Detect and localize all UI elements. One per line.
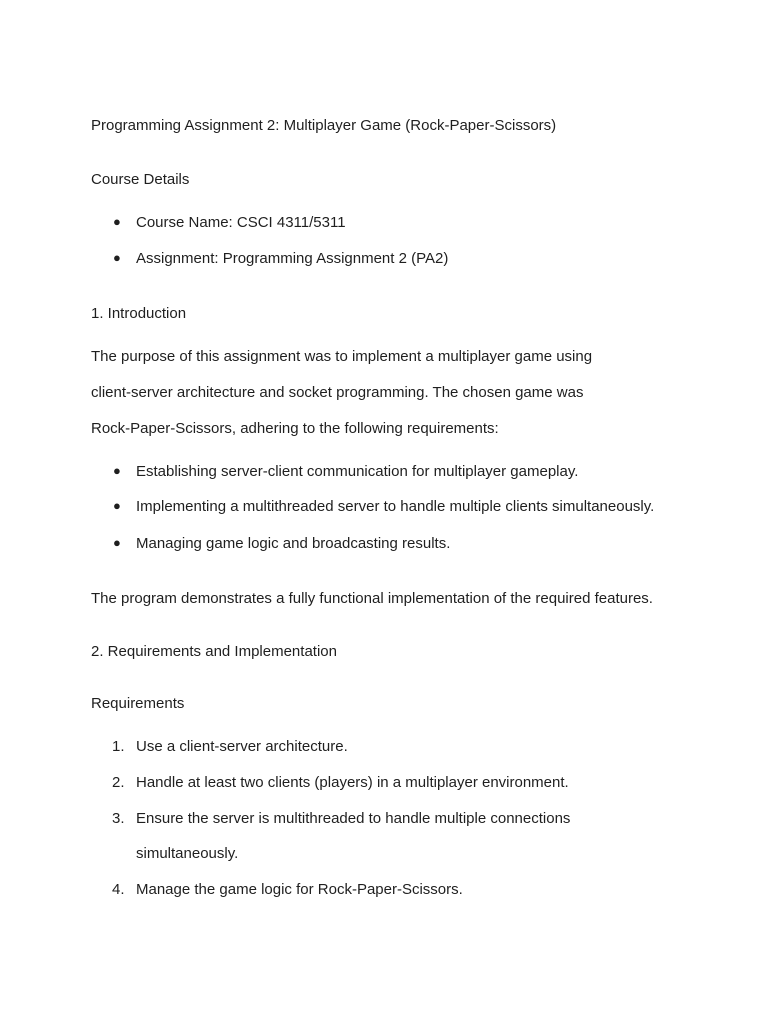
list-item: [112, 463, 578, 481]
list-item: [112, 810, 570, 828]
requirement-text: Handle at least two clients (players) in a multiplayer environment.: [136, 774, 569, 791]
bullet-icon: ●: [113, 535, 121, 550]
intro-paragraph-line: The purpose of this assignment was to implement a multiplayer game using: [91, 348, 593, 365]
intro-requirement-text: Implementing a multithreaded server to handle multiple clients simultaneously.: [136, 498, 655, 515]
list-item: [112, 498, 654, 516]
list-number: 1.: [112, 738, 125, 755]
requirements-section-heading: 2. Requirements and Implementation: [91, 643, 337, 660]
list-item: [112, 738, 348, 756]
intro-paragraph-line: Rock-Paper-Scissors, adhering to the following requirements:: [91, 420, 499, 437]
list-number: 3.: [112, 810, 125, 827]
intro-requirement-text: Establishing server-client communication for multiplayer gameplay.: [136, 463, 579, 480]
list-item: [112, 774, 569, 792]
intro-closing-text: The program demonstrates a fully functional implementation of the required features.: [91, 590, 653, 607]
bullet-icon: ●: [113, 214, 121, 229]
list-item: [112, 214, 346, 232]
document-title: Programming Assignment 2: Multiplayer Game (Rock-Paper-Scissors): [91, 117, 557, 134]
introduction-heading: 1. Introduction: [91, 305, 187, 322]
bullet-icon: ●: [113, 250, 121, 265]
requirement-continuation: simultaneously.: [136, 845, 239, 862]
course-details-heading: Course Details: [91, 171, 190, 188]
list-number: 4.: [112, 881, 125, 898]
requirement-text: Manage the game logic for Rock-Paper-Scissors.: [136, 881, 463, 898]
list-item: [112, 250, 448, 268]
intro-paragraph-line: client-server architecture and socket programming. The chosen game was: [91, 384, 584, 401]
assignment-text: Assignment: Programming Assignment 2 (PA2): [136, 250, 449, 267]
course-name-text: Course Name: CSCI 4311/5311: [136, 214, 346, 231]
list-number: 2.: [112, 774, 125, 791]
intro-requirement-text: Managing game logic and broadcasting results.: [136, 535, 451, 552]
requirements-subheading: Requirements: [91, 695, 185, 712]
requirement-text: Ensure the server is multithreaded to handle multiple connections: [136, 810, 571, 827]
bullet-icon: ●: [113, 463, 121, 478]
list-item: [112, 535, 450, 553]
list-item: [112, 881, 463, 899]
bullet-icon: ●: [113, 498, 121, 513]
requirement-text: Use a client-server architecture.: [136, 738, 348, 755]
